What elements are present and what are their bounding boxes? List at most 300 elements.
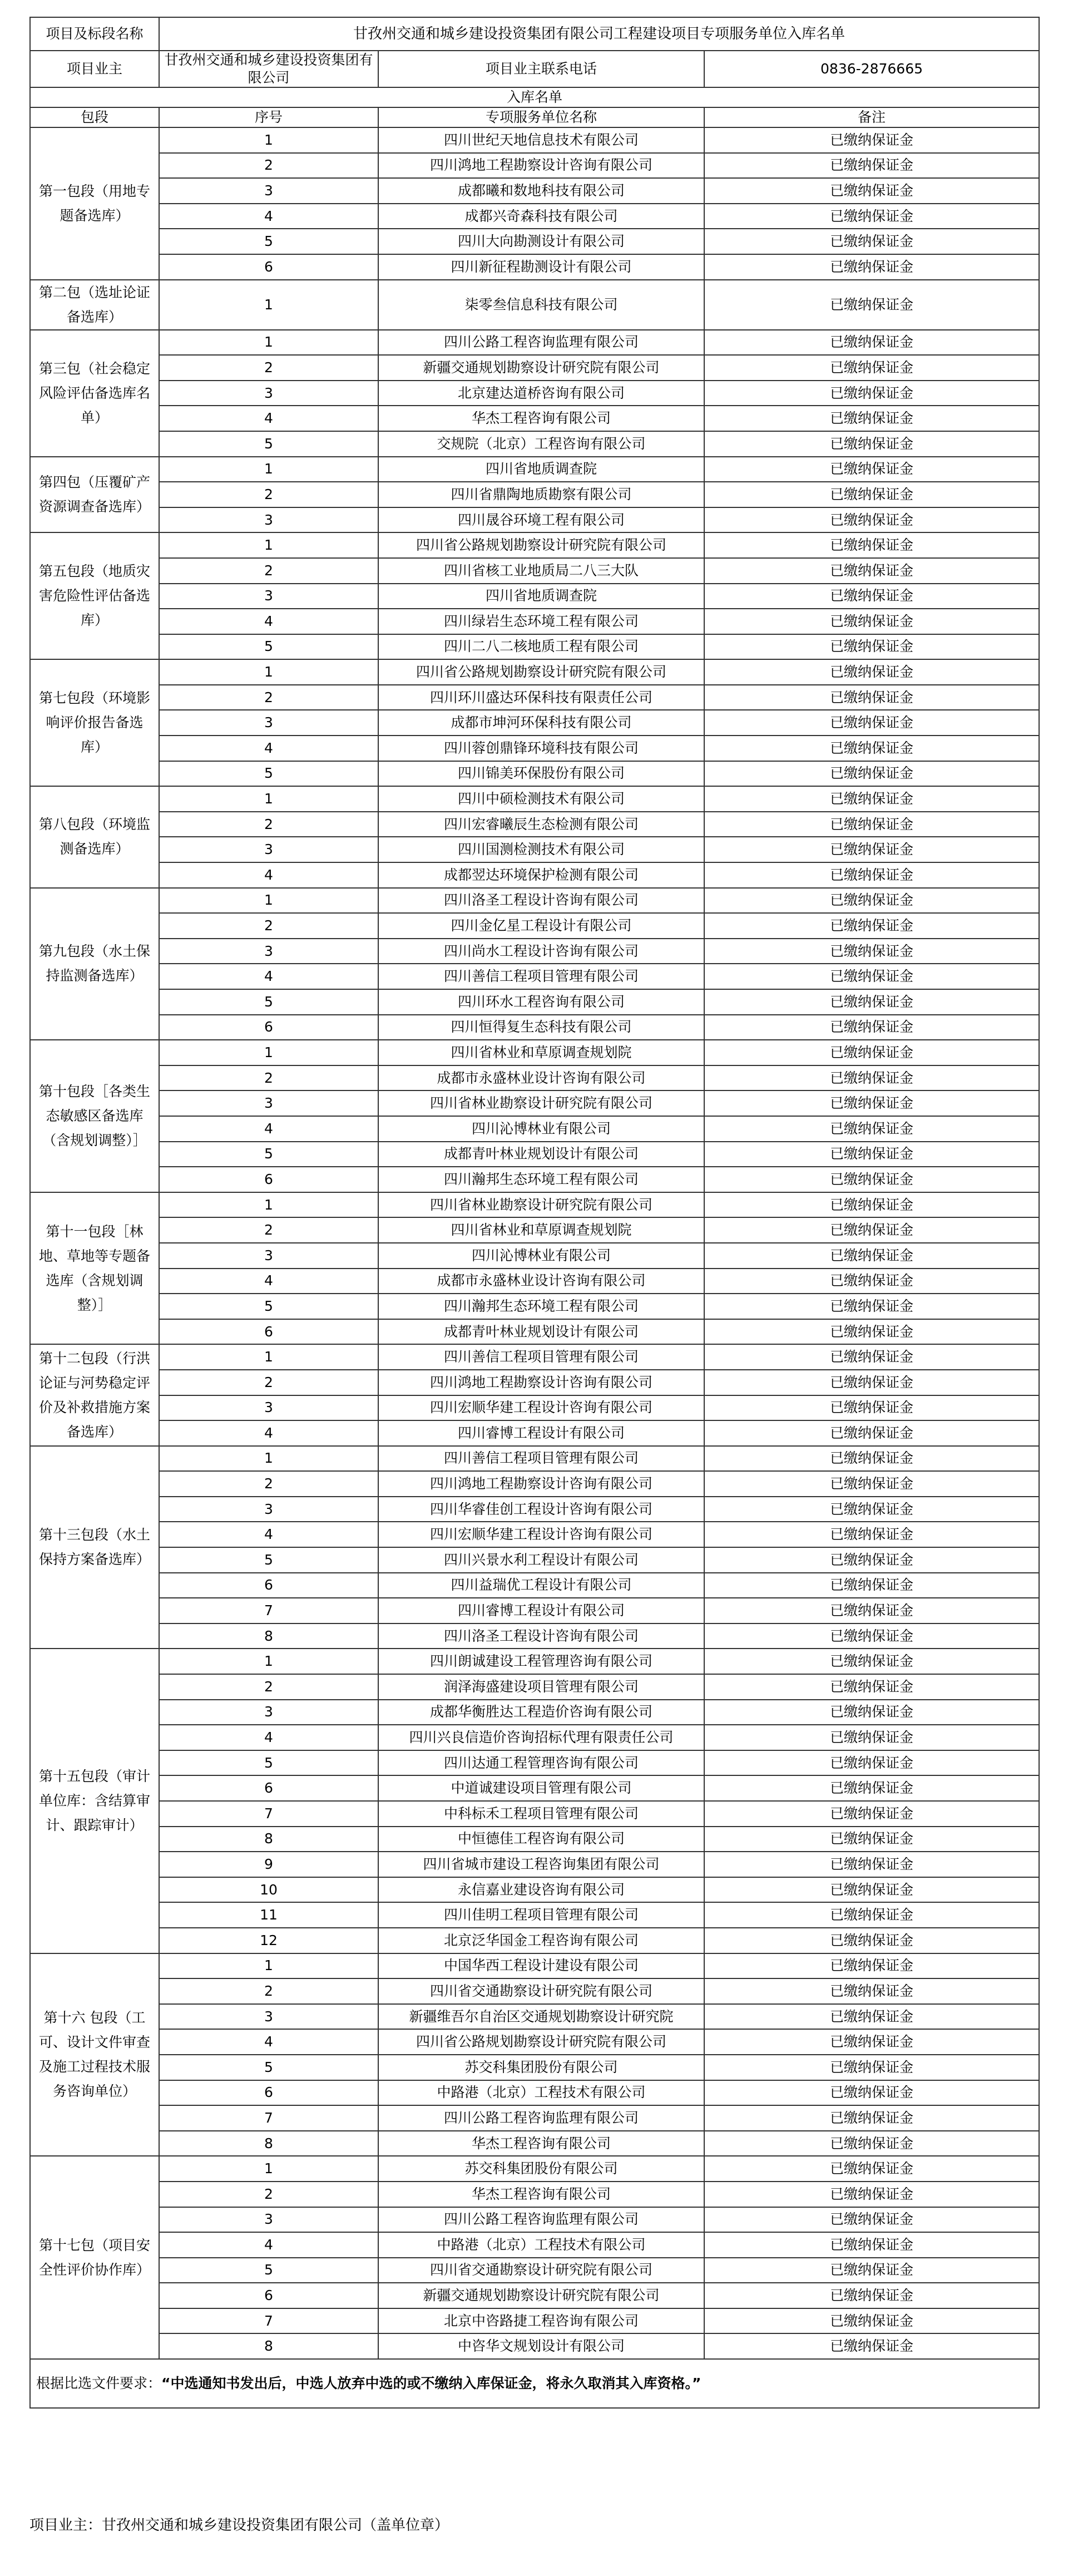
unit-name: 四川尚水工程设计咨询有限公司	[378, 939, 704, 964]
owner-name: 甘孜州交通和城乡建设投资集团有限公司	[159, 51, 378, 87]
remark: 已缴纳保证金	[704, 2182, 1039, 2207]
remark: 已缴纳保证金	[704, 1040, 1039, 1065]
remark: 已缴纳保证金	[704, 939, 1039, 964]
remark: 已缴纳保证金	[704, 1573, 1039, 1598]
remark: 已缴纳保证金	[704, 2232, 1039, 2258]
column-header-remark: 备注	[704, 107, 1039, 127]
remark: 已缴纳保证金	[704, 786, 1039, 812]
remark: 已缴纳保证金	[704, 1217, 1039, 1243]
unit-name: 四川省城市建设工程咨询集团有限公司	[378, 1852, 704, 1877]
remark: 已缴纳保证金	[704, 2105, 1039, 2131]
remark: 已缴纳保证金	[704, 2131, 1039, 2156]
unit-name: 中国华西工程设计建设有限公司	[378, 1953, 704, 1979]
unit-name: 中路港（北京）工程技术有限公司	[378, 2080, 704, 2106]
unit-name: 四川省核工业地质局二八三大队	[378, 558, 704, 584]
note-row	[30, 2359, 1039, 2408]
remark: 已缴纳保证金	[704, 1877, 1039, 1903]
unit-name: 成都市永盛林业设计咨询有限公司	[378, 1269, 704, 1294]
unit-name: 北京泛华国金工程咨询有限公司	[378, 1928, 704, 1953]
remark: 已缴纳保证金	[704, 1978, 1039, 2004]
unit-name: 四川佳明工程项目管理有限公司	[378, 1902, 704, 1928]
remark: 已缴纳保证金	[704, 1167, 1039, 1192]
remark: 已缴纳保证金	[704, 1852, 1039, 1877]
remark: 已缴纳保证金	[704, 204, 1039, 229]
table-row	[30, 584, 1039, 609]
unit-name: 四川公路工程咨询监理有限公司	[378, 2207, 704, 2233]
row-number: 4	[159, 964, 378, 989]
row-number: 1	[159, 786, 378, 812]
remark: 已缴纳保证金	[704, 2333, 1039, 2359]
note-cell	[30, 2359, 1039, 2408]
row-number: 3	[159, 1090, 378, 1116]
unit-name: 四川宏顺华建工程设计咨询有限公司	[378, 1395, 704, 1421]
remark: 已缴纳保证金	[704, 989, 1039, 1015]
table-row	[30, 685, 1039, 710]
unit-name: 四川兴良信造价咨询招标代理有限责任公司	[378, 1725, 704, 1750]
remark: 已缴纳保证金	[704, 2283, 1039, 2308]
table-row	[30, 431, 1039, 457]
table-row	[30, 558, 1039, 584]
row-number: 2	[159, 1471, 378, 1497]
package-name: 第十包段［各类生态敏感区备选库（含规划调整）］	[30, 1040, 159, 1192]
remark: 已缴纳保证金	[704, 558, 1039, 584]
package-name: 第十二包段（行洪论证与河势稳定评价及补救措施方案备选库）	[30, 1344, 159, 1445]
table-row	[30, 812, 1039, 837]
unit-name: 华杰工程咨询有限公司	[378, 2131, 704, 2156]
row-number: 4	[159, 1116, 378, 1142]
table-row	[30, 229, 1039, 254]
unit-name: 成都青叶林业规划设计有限公司	[378, 1142, 704, 1167]
table-row	[30, 1395, 1039, 1421]
unit-name: 柒零叁信息科技有限公司	[378, 280, 704, 330]
unit-name: 四川瀚邦生态环境工程有限公司	[378, 1167, 704, 1192]
row-number: 2	[159, 1978, 378, 2004]
table-row	[30, 2029, 1039, 2055]
row-number: 3	[159, 178, 378, 204]
remark: 已缴纳保证金	[704, 1674, 1039, 1700]
row-number: 1	[159, 2156, 378, 2182]
remark: 已缴纳保证金	[704, 1471, 1039, 1497]
remark: 已缴纳保证金	[704, 355, 1039, 381]
unit-name: 北京中咨路捷工程咨询有限公司	[378, 2308, 704, 2334]
row-number: 2	[159, 355, 378, 381]
row-number: 1	[159, 457, 378, 482]
package-name: 第十三包段（水土保持方案备选库）	[30, 1446, 159, 1649]
table-row	[30, 1725, 1039, 1750]
unit-name: 中恒德佳工程咨询有限公司	[378, 1827, 704, 1852]
title-row	[30, 17, 1039, 51]
table-row	[30, 2258, 1039, 2283]
table-row	[30, 381, 1039, 406]
remark: 已缴纳保证金	[704, 1344, 1039, 1370]
remark: 已缴纳保证金	[704, 1598, 1039, 1623]
remark: 已缴纳保证金	[704, 153, 1039, 179]
unit-name: 成都青叶林业规划设计有限公司	[378, 1319, 704, 1345]
table-row	[30, 406, 1039, 431]
row-number: 2	[159, 685, 378, 710]
remark: 已缴纳保证金	[704, 1775, 1039, 1801]
remark: 已缴纳保证金	[704, 634, 1039, 660]
remark: 已缴纳保证金	[704, 381, 1039, 406]
table-row	[30, 2333, 1039, 2359]
unit-name: 成都市坤河环保科技有限公司	[378, 710, 704, 736]
row-number: 1	[159, 1040, 378, 1065]
remark: 已缴纳保证金	[704, 862, 1039, 888]
unit-name: 四川绿岩生态环境工程有限公司	[378, 609, 704, 634]
table-row	[30, 710, 1039, 736]
row-number: 3	[159, 2004, 378, 2030]
unit-name: 四川沁博林业有限公司	[378, 1116, 704, 1142]
table-row	[30, 939, 1039, 964]
remark: 已缴纳保证金	[704, 1801, 1039, 1827]
unit-name: 四川鸿地工程勘察设计咨询有限公司	[378, 1471, 704, 1497]
row-number: 5	[159, 229, 378, 254]
unit-name: 四川锦美环保股份有限公司	[378, 761, 704, 787]
column-header-no: 序号	[159, 107, 378, 127]
row-number: 1	[159, 127, 378, 153]
table-row	[30, 1065, 1039, 1091]
row-number: 5	[159, 431, 378, 457]
unit-name: 四川鸿地工程勘察设计咨询有限公司	[378, 153, 704, 179]
row-number: 4	[159, 1269, 378, 1294]
table-row	[30, 609, 1039, 634]
row-number: 5	[159, 1750, 378, 1776]
table-row	[30, 532, 1039, 558]
row-number: 7	[159, 2308, 378, 2334]
unit-name: 新疆维吾尔自治区交通规划勘察设计研究院	[378, 2004, 704, 2030]
table-row	[30, 2207, 1039, 2233]
row-number: 4	[159, 406, 378, 431]
row-number: 2	[159, 482, 378, 507]
row-number: 8	[159, 1623, 378, 1649]
row-number: 4	[159, 1725, 378, 1750]
table-row	[30, 1547, 1039, 1573]
unit-name: 四川公路工程咨询监理有限公司	[378, 330, 704, 356]
table-row	[30, 736, 1039, 761]
package-name: 第五包段（地质灾害危险性评估备选库）	[30, 532, 159, 659]
unit-name: 润泽海盛建设项目管理有限公司	[378, 1674, 704, 1700]
table-row	[30, 1953, 1039, 1979]
unit-name: 华杰工程咨询有限公司	[378, 2182, 704, 2207]
remark: 已缴纳保证金	[704, 2080, 1039, 2106]
unit-name: 四川沁博林业有限公司	[378, 1243, 704, 1269]
table-row	[30, 659, 1039, 685]
row-number: 6	[159, 1573, 378, 1598]
row-number: 1	[159, 280, 378, 330]
table-row	[30, 1040, 1039, 1065]
remark: 已缴纳保证金	[704, 229, 1039, 254]
remark: 已缴纳保证金	[704, 1497, 1039, 1522]
table-row	[30, 862, 1039, 888]
table-row	[30, 204, 1039, 229]
document-page	[29, 17, 1039, 2409]
remark: 已缴纳保证金	[704, 1649, 1039, 1674]
remark: 已缴纳保证金	[704, 1294, 1039, 1319]
unit-name: 四川省公路规划勘察设计研究院有限公司	[378, 532, 704, 558]
table-row	[30, 153, 1039, 179]
unit-name: 四川睿博工程设计有限公司	[378, 1420, 704, 1446]
row-number: 1	[159, 330, 378, 356]
roster-table-body	[30, 17, 1039, 2408]
table-row	[30, 1801, 1039, 1827]
remark: 已缴纳保证金	[704, 2258, 1039, 2283]
remark: 已缴纳保证金	[704, 584, 1039, 609]
remark: 已缴纳保证金	[704, 1750, 1039, 1776]
unit-name: 四川瀚邦生态环境工程有限公司	[378, 1294, 704, 1319]
table-row	[30, 1827, 1039, 1852]
unit-name: 四川晟谷环境工程有限公司	[378, 507, 704, 533]
owner-phone: 0836-2876665	[704, 51, 1039, 87]
unit-name: 四川善信工程项目管理有限公司	[378, 1446, 704, 1472]
table-row	[30, 888, 1039, 914]
column-header-row	[30, 107, 1039, 127]
row-number: 3	[159, 939, 378, 964]
package-name: 第十七包（项目安全性评价协作库）	[30, 2156, 159, 2359]
package-name: 第三包（社会稳定风险评估备选库名单）	[30, 330, 159, 457]
remark: 已缴纳保证金	[704, 2207, 1039, 2233]
row-number: 8	[159, 1827, 378, 1852]
unit-name: 苏交科集团股份有限公司	[378, 2055, 704, 2080]
remark: 已缴纳保证金	[704, 280, 1039, 330]
package-name: 第四包（压覆矿产资源调查备选库）	[30, 457, 159, 533]
table-row	[30, 1497, 1039, 1522]
package-name: 第一包段（用地专题备选库）	[30, 127, 159, 280]
unit-name: 中咨华文规划设计有限公司	[378, 2333, 704, 2359]
row-number: 4	[159, 609, 378, 634]
table-row	[30, 1598, 1039, 1623]
remark: 已缴纳保证金	[704, 913, 1039, 939]
remark: 已缴纳保证金	[704, 330, 1039, 356]
remark: 已缴纳保证金	[704, 1623, 1039, 1649]
remark: 已缴纳保证金	[704, 482, 1039, 507]
row-number: 2	[159, 1217, 378, 1243]
row-number: 3	[159, 1243, 378, 1269]
remark: 已缴纳保证金	[704, 1370, 1039, 1395]
remark: 已缴纳保证金	[704, 1142, 1039, 1167]
remark: 已缴纳保证金	[704, 1522, 1039, 1547]
table-row	[30, 2308, 1039, 2334]
remark: 已缴纳保证金	[704, 178, 1039, 204]
remark: 已缴纳保证金	[704, 431, 1039, 457]
row-number: 12	[159, 1928, 378, 1953]
remark: 已缴纳保证金	[704, 761, 1039, 787]
row-number: 3	[159, 837, 378, 862]
list-title-row	[30, 87, 1039, 107]
table-row	[30, 913, 1039, 939]
row-number: 3	[159, 381, 378, 406]
row-number: 1	[159, 659, 378, 685]
unit-name: 四川鸿地工程勘察设计咨询有限公司	[378, 1370, 704, 1395]
footer-owner-seal: 项目业主：甘孜州交通和城乡建设投资集团有限公司（盖单位章）	[29, 2517, 449, 2534]
row-number: 4	[159, 2029, 378, 2055]
note-text: “中选通知书发出后，中选人放弃中选的或不缴纳入库保证金，将永久取消其入库资格。”	[161, 2375, 701, 2392]
owner-label: 项目业主	[30, 51, 159, 87]
remark: 已缴纳保证金	[704, 1065, 1039, 1091]
unit-name: 成都曦和数地科技有限公司	[378, 178, 704, 204]
table-row	[30, 2131, 1039, 2156]
unit-name: 四川省林业勘察设计研究院有限公司	[378, 1090, 704, 1116]
row-number: 3	[159, 1395, 378, 1421]
remark: 已缴纳保证金	[704, 1700, 1039, 1725]
remark: 已缴纳保证金	[704, 812, 1039, 837]
unit-name: 四川蓉创鼎锋环境科技有限公司	[378, 736, 704, 761]
table-row	[30, 786, 1039, 812]
remark: 已缴纳保证金	[704, 1446, 1039, 1472]
unit-name: 四川公路工程咨询监理有限公司	[378, 2105, 704, 2131]
row-number: 5	[159, 761, 378, 787]
unit-name: 四川达通工程管理咨询有限公司	[378, 1750, 704, 1776]
remark: 已缴纳保证金	[704, 1192, 1039, 1218]
unit-name: 四川睿博工程设计有限公司	[378, 1598, 704, 1623]
unit-name: 成都华衡胜达工程造价咨询有限公司	[378, 1700, 704, 1725]
table-row	[30, 837, 1039, 862]
remark: 已缴纳保证金	[704, 609, 1039, 634]
remark: 已缴纳保证金	[704, 1269, 1039, 1294]
unit-name: 四川国测检测技术有限公司	[378, 837, 704, 862]
unit-name: 四川省林业和草原调查规划院	[378, 1217, 704, 1243]
row-number: 3	[159, 1700, 378, 1725]
unit-name: 四川环川盛达环保科技有限责任公司	[378, 685, 704, 710]
list-title: 入库名单	[30, 87, 1039, 107]
table-row	[30, 1852, 1039, 1877]
unit-name: 四川益瑞优工程设计有限公司	[378, 1573, 704, 1598]
table-row	[30, 1420, 1039, 1446]
unit-name: 四川省交通勘察设计研究院有限公司	[378, 2258, 704, 2283]
remark: 已缴纳保证金	[704, 2156, 1039, 2182]
row-number: 8	[159, 2131, 378, 2156]
row-number: 6	[159, 1319, 378, 1345]
unit-name: 新疆交通规划勘察设计研究院有限公司	[378, 2283, 704, 2308]
owner-row	[30, 51, 1039, 87]
unit-name: 永信嘉业建设咨询有限公司	[378, 1877, 704, 1903]
phone-label: 项目业主联系电话	[378, 51, 704, 87]
row-number: 7	[159, 2105, 378, 2131]
table-row	[30, 1471, 1039, 1497]
table-row	[30, 1142, 1039, 1167]
row-number: 5	[159, 2055, 378, 2080]
row-number: 1	[159, 1649, 378, 1674]
row-number: 2	[159, 1065, 378, 1091]
note-prefix: 根据比选文件要求：	[36, 2375, 162, 2392]
remark: 已缴纳保证金	[704, 888, 1039, 914]
remark: 已缴纳保证金	[704, 406, 1039, 431]
row-number: 2	[159, 2182, 378, 2207]
table-row	[30, 507, 1039, 533]
table-row	[30, 482, 1039, 507]
remark: 已缴纳保证金	[704, 736, 1039, 761]
table-row	[30, 330, 1039, 356]
table-row	[30, 178, 1039, 204]
row-number: 6	[159, 2080, 378, 2106]
package-name: 第十五包段（审计单位库：含结算审计、跟踪审计）	[30, 1649, 159, 1953]
table-row	[30, 2283, 1039, 2308]
remark: 已缴纳保证金	[704, 1827, 1039, 1852]
table-row	[30, 1928, 1039, 1953]
row-number: 5	[159, 1142, 378, 1167]
remark: 已缴纳保证金	[704, 507, 1039, 533]
remark: 已缴纳保证金	[704, 532, 1039, 558]
row-number: 6	[159, 1167, 378, 1192]
remark: 已缴纳保证金	[704, 1319, 1039, 1345]
unit-name: 四川省鼎陶地质勘察有限公司	[378, 482, 704, 507]
row-number: 9	[159, 1852, 378, 1877]
table-row	[30, 1674, 1039, 1700]
row-number: 6	[159, 254, 378, 280]
row-number: 3	[159, 710, 378, 736]
table-row	[30, 1775, 1039, 1801]
table-row	[30, 1269, 1039, 1294]
unit-name: 四川洛圣工程设计咨询有限公司	[378, 888, 704, 914]
unit-name: 四川世纪天地信息技术有限公司	[378, 127, 704, 153]
remark: 已缴纳保证金	[704, 1243, 1039, 1269]
package-name: 第九包段（水土保持监测备选库）	[30, 888, 159, 1040]
remark: 已缴纳保证金	[704, 1090, 1039, 1116]
row-number: 3	[159, 584, 378, 609]
table-row	[30, 2232, 1039, 2258]
row-number: 1	[159, 1446, 378, 1472]
table-row	[30, 1116, 1039, 1142]
unit-name: 四川二八二核地质工程有限公司	[378, 634, 704, 660]
remark: 已缴纳保证金	[704, 254, 1039, 280]
row-number: 8	[159, 2333, 378, 2359]
table-row	[30, 1319, 1039, 1345]
unit-name: 四川省地质调查院	[378, 584, 704, 609]
table-row	[30, 457, 1039, 482]
table-row	[30, 280, 1039, 330]
unit-name: 华杰工程咨询有限公司	[378, 406, 704, 431]
row-number: 4	[159, 204, 378, 229]
unit-name: 四川洛圣工程设计咨询有限公司	[378, 1623, 704, 1649]
table-row	[30, 1877, 1039, 1903]
row-number: 3	[159, 507, 378, 533]
remark: 已缴纳保证金	[704, 1015, 1039, 1040]
table-row	[30, 1344, 1039, 1370]
remark: 已缴纳保证金	[704, 2308, 1039, 2334]
unit-name: 四川善信工程项目管理有限公司	[378, 1344, 704, 1370]
unit-name: 四川新征程勘测设计有限公司	[378, 254, 704, 280]
remark: 已缴纳保证金	[704, 1902, 1039, 1928]
package-name: 第十六 包段（工可、设计文件审查及施工过程技术服务咨询单位）	[30, 1953, 159, 2156]
table-row	[30, 1649, 1039, 1674]
table-row	[30, 1700, 1039, 1725]
row-number: 5	[159, 1547, 378, 1573]
unit-name: 苏交科集团股份有限公司	[378, 2156, 704, 2182]
table-row	[30, 1978, 1039, 2004]
remark: 已缴纳保证金	[704, 457, 1039, 482]
row-number: 3	[159, 1497, 378, 1522]
remark: 已缴纳保证金	[704, 2029, 1039, 2055]
package-name: 第八包段（环境监测备选库）	[30, 786, 159, 887]
unit-name: 中道诚建设项目管理有限公司	[378, 1775, 704, 1801]
table-row	[30, 127, 1039, 153]
remark: 已缴纳保证金	[704, 964, 1039, 989]
row-number: 7	[159, 1801, 378, 1827]
row-number: 1	[159, 1192, 378, 1218]
unit-name: 中科标禾工程项目管理有限公司	[378, 1801, 704, 1827]
table-row	[30, 1446, 1039, 1472]
remark: 已缴纳保证金	[704, 1116, 1039, 1142]
unit-name: 四川省公路规划勘察设计研究院有限公司	[378, 659, 704, 685]
table-row	[30, 1902, 1039, 1928]
table-row	[30, 1522, 1039, 1547]
row-number: 2	[159, 812, 378, 837]
remark: 已缴纳保证金	[704, 1420, 1039, 1446]
row-number: 6	[159, 2283, 378, 2308]
unit-name: 四川金亿星工程设计有限公司	[378, 913, 704, 939]
table-row	[30, 1294, 1039, 1319]
table-row	[30, 2004, 1039, 2030]
remark: 已缴纳保证金	[704, 837, 1039, 862]
